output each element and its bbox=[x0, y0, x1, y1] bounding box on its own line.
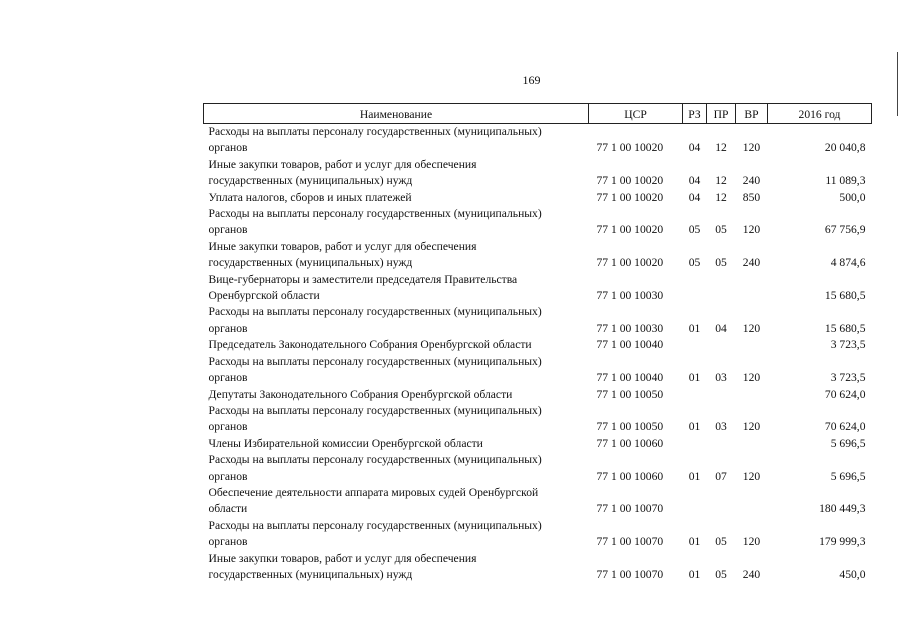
row-amount: 500,0 bbox=[839, 190, 866, 204]
table-row bbox=[204, 124, 872, 157]
row-amount: 20 040,8 bbox=[824, 141, 866, 155]
row-pr: 12 bbox=[715, 141, 727, 155]
row-pr: 03 bbox=[715, 371, 727, 385]
row-pr bbox=[707, 272, 736, 305]
row-vr: 120 bbox=[742, 420, 761, 434]
row-name-line: Вице-губернаторы и заместители председателя Правительства bbox=[208, 272, 518, 286]
row-name-line: органов bbox=[208, 535, 248, 549]
table-row bbox=[204, 206, 872, 239]
row-name-line: Расходы на выплаты персоналу государственных (муниципальных) bbox=[208, 403, 542, 417]
table-row bbox=[204, 452, 872, 485]
row-rz: 05 bbox=[688, 256, 701, 270]
row-name-line: органов bbox=[208, 469, 248, 483]
row-amount: 70 624,0 bbox=[824, 420, 866, 434]
table-row bbox=[204, 304, 872, 337]
row-csr: 77 1 00 10020 bbox=[596, 174, 664, 188]
row-pr: 12 bbox=[715, 174, 727, 188]
row-amount: 179 999,3 bbox=[819, 535, 866, 549]
row-name bbox=[204, 337, 589, 353]
row-name bbox=[204, 239, 589, 272]
row-csr: 77 1 00 10020 bbox=[596, 141, 664, 155]
header-rz: РЗ bbox=[683, 104, 707, 124]
row-name-line: Расходы на выплаты персоналу государственных (муниципальных) bbox=[208, 518, 542, 532]
header-year: 2016 год bbox=[768, 104, 872, 124]
row-vr bbox=[736, 436, 768, 452]
row-csr: 77 1 00 10060 bbox=[596, 469, 664, 483]
table-row bbox=[204, 403, 872, 436]
table-row bbox=[204, 551, 872, 584]
row-name bbox=[204, 190, 589, 206]
row-amount: 4 874,6 bbox=[830, 256, 866, 270]
row-name bbox=[204, 518, 589, 551]
row-rz: 01 bbox=[688, 420, 701, 434]
row-csr: 77 1 00 10040 bbox=[596, 338, 664, 352]
row-rz: 04 bbox=[688, 190, 701, 204]
row-name bbox=[204, 403, 589, 436]
row-rz bbox=[683, 272, 707, 305]
row-csr: 77 1 00 10050 bbox=[596, 420, 664, 434]
row-name-line: Председатель Законодательного Собрания Оренбургской области bbox=[208, 338, 532, 352]
row-name-line: государственных (муниципальных) нужд bbox=[208, 174, 413, 188]
table-row bbox=[204, 387, 872, 403]
row-amount: 15 680,5 bbox=[824, 321, 866, 335]
header-vr: ВР bbox=[736, 104, 768, 124]
row-name-line: Расходы на выплаты персоналу государственных (муниципальных) bbox=[208, 354, 542, 368]
row-name-line: Расходы на выплаты персоналу государственных (муниципальных) bbox=[208, 453, 542, 467]
row-csr: 77 1 00 10070 bbox=[596, 502, 664, 516]
row-name bbox=[204, 436, 589, 452]
row-csr: 77 1 00 10020 bbox=[596, 256, 664, 270]
row-name-line: органов bbox=[208, 321, 248, 335]
row-pr bbox=[707, 387, 736, 403]
row-name-line: Расходы на выплаты персоналу государственных (муниципальных) bbox=[208, 125, 542, 138]
row-csr: 77 1 00 10070 bbox=[596, 567, 664, 581]
row-amount: 67 756,9 bbox=[824, 223, 866, 237]
row-vr bbox=[736, 272, 768, 305]
row-pr bbox=[707, 436, 736, 452]
table-row bbox=[204, 354, 872, 387]
table-row bbox=[204, 436, 872, 452]
row-amount: 5 696,5 bbox=[830, 469, 866, 483]
row-name bbox=[204, 272, 589, 305]
budget-table bbox=[203, 103, 872, 583]
row-name bbox=[204, 387, 589, 403]
row-pr: 05 bbox=[715, 256, 727, 270]
row-name bbox=[204, 452, 589, 485]
row-pr: 05 bbox=[715, 567, 727, 581]
row-amount: 450,0 bbox=[839, 567, 866, 581]
row-pr: 12 bbox=[715, 190, 727, 204]
row-name-line: Расходы на выплаты персоналу государственных (муниципальных) bbox=[208, 305, 542, 319]
row-amount: 5 696,5 bbox=[830, 436, 866, 450]
row-name-line: органов bbox=[208, 420, 248, 434]
row-csr: 77 1 00 10060 bbox=[596, 436, 664, 450]
table-row bbox=[204, 485, 872, 518]
row-name bbox=[204, 354, 589, 387]
row-vr bbox=[736, 387, 768, 403]
row-name-line: Депутаты Законодательного Собрания Оренбургской области bbox=[208, 387, 513, 401]
row-csr: 77 1 00 10030 bbox=[596, 321, 664, 335]
row-name-line: органов bbox=[208, 223, 248, 237]
row-name bbox=[204, 485, 589, 518]
row-name-line: Иные закупки товаров, работ и услуг для обеспечения bbox=[208, 157, 477, 171]
table-row bbox=[204, 337, 872, 353]
table-body bbox=[204, 124, 872, 584]
row-rz: 05 bbox=[688, 223, 701, 237]
row-name-line: органов bbox=[208, 141, 248, 155]
row-rz bbox=[683, 387, 707, 403]
row-pr: 05 bbox=[715, 535, 727, 549]
row-amount: 3 723,5 bbox=[830, 371, 866, 385]
row-pr: 03 bbox=[715, 420, 727, 434]
row-csr: 77 1 00 10030 bbox=[596, 289, 664, 303]
row-vr: 120 bbox=[742, 223, 761, 237]
row-csr: 77 1 00 10050 bbox=[596, 387, 664, 401]
table-row bbox=[204, 272, 872, 305]
row-name-line: Обеспечение деятельности аппарата мировых судей Оренбургской bbox=[208, 485, 539, 499]
row-vr: 240 bbox=[742, 174, 761, 188]
table-row bbox=[204, 239, 872, 272]
row-rz: 01 bbox=[688, 535, 701, 549]
row-csr: 77 1 00 10020 bbox=[596, 190, 664, 204]
row-rz: 04 bbox=[688, 174, 701, 188]
row-vr: 120 bbox=[742, 535, 761, 549]
row-name-line: области bbox=[208, 502, 248, 516]
row-name-line: Иные закупки товаров, работ и услуг для обеспечения bbox=[208, 239, 477, 253]
table-row bbox=[204, 157, 872, 190]
row-rz: 01 bbox=[688, 321, 701, 335]
row-vr bbox=[736, 485, 768, 518]
row-amount: 11 089,3 bbox=[825, 174, 866, 188]
row-name-line: Расходы на выплаты персоналу государственных (муниципальных) bbox=[208, 207, 542, 221]
header-csr: ЦСР bbox=[589, 104, 683, 124]
row-pr bbox=[707, 337, 736, 353]
row-rz: 01 bbox=[688, 469, 701, 483]
row-amount: 3 723,5 bbox=[830, 338, 866, 352]
row-vr: 850 bbox=[742, 190, 761, 204]
row-name bbox=[204, 304, 589, 337]
table-row bbox=[204, 190, 872, 206]
header-pr: ПР bbox=[707, 104, 736, 124]
row-pr bbox=[707, 485, 736, 518]
row-rz bbox=[683, 337, 707, 353]
row-vr: 240 bbox=[742, 567, 761, 581]
row-pr: 04 bbox=[715, 321, 727, 335]
row-amount: 70 624,0 bbox=[824, 387, 866, 401]
row-name bbox=[204, 124, 589, 157]
row-name-line: Уплата налогов, сборов и иных платежей bbox=[208, 190, 412, 204]
table-row bbox=[204, 518, 872, 551]
row-vr: 240 bbox=[742, 256, 761, 270]
row-amount: 15 680,5 bbox=[824, 289, 866, 303]
row-vr: 120 bbox=[742, 371, 761, 385]
row-name-line: государственных (муниципальных) нужд bbox=[208, 567, 413, 581]
row-csr: 77 1 00 10070 bbox=[596, 535, 664, 549]
row-rz bbox=[683, 485, 707, 518]
page-number: 169 bbox=[522, 73, 541, 87]
row-vr: 120 bbox=[742, 321, 761, 335]
row-name-line: Оренбургской области bbox=[208, 289, 320, 303]
table-header-row bbox=[204, 104, 872, 124]
row-amount: 180 449,3 bbox=[819, 502, 866, 516]
scan-edge-line bbox=[897, 52, 898, 116]
row-pr: 05 bbox=[715, 223, 727, 237]
row-csr: 77 1 00 10040 bbox=[596, 371, 664, 385]
row-name-line: государственных (муниципальных) нужд bbox=[208, 256, 413, 270]
row-name bbox=[204, 551, 589, 584]
row-vr: 120 bbox=[742, 141, 761, 155]
row-vr: 120 bbox=[742, 469, 761, 483]
row-csr: 77 1 00 10020 bbox=[596, 223, 664, 237]
row-vr bbox=[736, 337, 768, 353]
row-name-line: Иные закупки товаров, работ и услуг для обеспечения bbox=[208, 551, 477, 565]
row-rz: 01 bbox=[688, 567, 701, 581]
row-name-line: Члены Избирательной комиссии Оренбургской области bbox=[208, 436, 483, 450]
row-name-line: органов bbox=[208, 371, 248, 385]
header-name: Наименование bbox=[204, 104, 589, 124]
row-rz bbox=[683, 436, 707, 452]
row-pr: 07 bbox=[715, 469, 727, 483]
row-rz: 04 bbox=[688, 141, 701, 155]
row-name bbox=[204, 157, 589, 190]
row-name bbox=[204, 206, 589, 239]
row-rz: 01 bbox=[688, 371, 701, 385]
